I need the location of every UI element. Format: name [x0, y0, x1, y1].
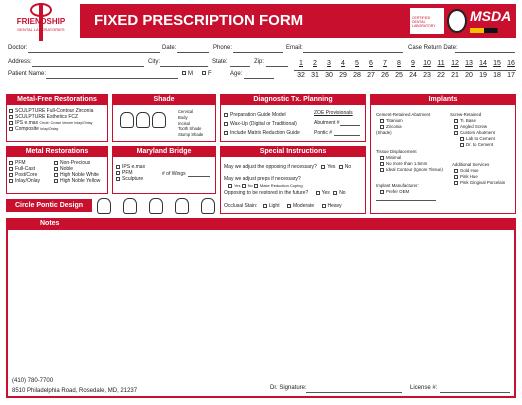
checkbox[interactable]: [380, 168, 384, 172]
metal-label: Inlay/Onlay: [15, 178, 41, 184]
checkbox[interactable]: [460, 137, 464, 141]
pontic-option-icon[interactable]: [123, 198, 137, 214]
metal-free-label: IPS e.max: [15, 120, 39, 126]
special-q1-text: May we adjust the opposing if necessary?: [224, 164, 317, 170]
pontic-field[interactable]: [334, 135, 360, 136]
tooth-number[interactable]: 31: [311, 72, 319, 79]
sra-item-label: Angled Screw: [460, 124, 488, 129]
state-label: State:: [212, 59, 228, 65]
sex-m[interactable]: [182, 71, 193, 78]
shade-label: Cervical: [178, 109, 194, 114]
add-item-label: Pink Gingival Porcelain: [460, 180, 506, 185]
shade-label: Tooth Shade: [178, 126, 202, 132]
checkbox[interactable]: [9, 109, 13, 113]
metal-title: Metal Restorations: [6, 146, 108, 157]
tooth-number[interactable]: 23: [423, 72, 431, 79]
mfr-field[interactable]: [376, 200, 436, 201]
diag-title: Diagnostic Tx. Planning: [220, 94, 366, 105]
license-field[interactable]: [440, 392, 510, 393]
maryland-item[interactable]: [116, 176, 145, 182]
checkbox[interactable]: [9, 179, 13, 183]
implants-title: Implants: [370, 94, 516, 105]
checkbox[interactable]: [242, 184, 246, 188]
checkbox[interactable]: [460, 143, 464, 147]
tooth-number[interactable]: 20: [465, 72, 473, 79]
tooth-chart-divider: [294, 70, 516, 71]
stain-opt: Light: [268, 203, 280, 209]
checkbox[interactable]: [333, 191, 337, 195]
tooth-number[interactable]: 21: [451, 72, 459, 79]
shade-tooth-icon: [136, 112, 150, 128]
pontic-option-icon[interactable]: [201, 198, 215, 214]
tooth-number[interactable]: 8: [397, 60, 401, 67]
diag-label: Preparation Guide Model: [230, 112, 286, 118]
diag-item[interactable]: [224, 111, 300, 120]
q2-opt: Make Reduction Coping: [259, 183, 303, 188]
tooth-chart-upper: [294, 60, 518, 70]
checkbox[interactable]: [339, 165, 343, 169]
checkbox[interactable]: [9, 115, 13, 119]
pontic-option-icon[interactable]: [149, 198, 163, 214]
maryland-label: IPS e.max: [122, 164, 146, 170]
tissue-label: Tissue Displacement: [376, 149, 417, 154]
pontic-label: Pontic #: [314, 130, 333, 136]
diag-label: Wax-Up (Digital or Traditional): [230, 121, 297, 127]
phone-label: Phone:: [213, 45, 233, 51]
msda-logo: MSDA: [470, 8, 512, 24]
no-label: No: [344, 164, 352, 170]
diag-item[interactable]: [224, 120, 300, 129]
checkbox[interactable]: [182, 71, 186, 75]
diag-label: Include Matrix Reduction Guide: [230, 130, 300, 136]
return-label: Case Return Date:: [408, 45, 458, 51]
sex-f[interactable]: [202, 71, 212, 78]
checkbox[interactable]: [54, 167, 58, 171]
checkbox[interactable]: [380, 162, 384, 166]
checkbox[interactable]: [9, 167, 13, 171]
special-q3-text: Opposing to be restored in the future?: [224, 190, 309, 196]
checkbox[interactable]: [116, 177, 120, 181]
tooth-number[interactable]: 10: [423, 60, 431, 67]
special-q2-opts: [228, 183, 303, 189]
tooth-number[interactable]: 17: [507, 72, 515, 79]
signature-field[interactable]: [306, 392, 402, 393]
special-title: Special Instructions: [220, 146, 366, 157]
metal-item[interactable]: [54, 178, 100, 184]
zip-label: Zip:: [254, 59, 265, 65]
tooth-number[interactable]: 3: [327, 60, 331, 67]
shade-label: (Shade): [376, 130, 392, 135]
tissue-item-label: No more than 1.5mm: [386, 161, 428, 166]
checkbox[interactable]: [321, 165, 325, 169]
license-label: License #:: [410, 385, 438, 391]
checkbox[interactable]: [254, 184, 258, 188]
checkbox[interactable]: [224, 122, 228, 126]
yes-label: Yes: [327, 164, 336, 170]
notes-title: Notes: [6, 218, 516, 230]
shade-labels: [178, 109, 203, 138]
metal-free-label: SCULPTURE Full-Contour Zirconia: [15, 108, 94, 114]
state-field[interactable]: [230, 66, 250, 67]
add-item-label: Gold Hue: [460, 168, 479, 173]
stain-row: [224, 203, 342, 209]
city-label: City:: [148, 59, 160, 65]
cra-item-label: Titanium: [386, 118, 403, 123]
page-title: FIXED PRESCRIPTION FORM: [94, 12, 304, 29]
abutment-label: Abutment #: [314, 120, 340, 126]
tissue-item-label: Ideal Contour (Ignore Tissue): [386, 167, 443, 172]
shade-tooth-icon: [152, 112, 166, 128]
cra-item-label: Zirconia: [386, 124, 402, 129]
tooth-number[interactable]: 19: [479, 72, 487, 79]
metal-free-label: SCULPTURE Esthetics FCZ: [15, 114, 79, 120]
cdl-seal: [447, 9, 467, 33]
email-field[interactable]: [303, 52, 403, 53]
checkbox[interactable]: [54, 179, 58, 183]
doctor-label: Doctor:: [8, 45, 28, 51]
return-field[interactable]: [455, 52, 515, 53]
zoe-label: ZOE Provisionals: [314, 110, 353, 116]
metal-free-item[interactable]: [9, 126, 107, 132]
address-field[interactable]: [32, 66, 144, 67]
checkbox[interactable]: [380, 156, 384, 160]
patient-field[interactable]: [46, 78, 178, 79]
tooth-number[interactable]: 16: [507, 60, 515, 67]
metal-label: High Noble Yellow: [60, 178, 101, 184]
checkbox[interactable]: [9, 173, 13, 177]
sra-item-label: Custom Abutment: [460, 130, 495, 135]
checkbox[interactable]: [116, 165, 120, 169]
age-field[interactable]: [244, 78, 274, 79]
yes-label: Yes: [321, 190, 330, 196]
tooth-number[interactable]: 22: [437, 72, 445, 79]
add-label: Additional Services: [452, 162, 490, 167]
special-q2: May we adjust preps if necessary?: [224, 176, 301, 182]
tooth-number[interactable]: 24: [409, 72, 417, 79]
metal-label: Post/Core: [15, 172, 38, 178]
tooth-number[interactable]: 15: [493, 60, 501, 67]
mfr-label: Implant Manufacturer:: [376, 183, 419, 188]
brand-sub: DENTAL LABORATORIES: [17, 27, 65, 32]
wings-field[interactable]: [188, 176, 210, 177]
metal-col2: [54, 160, 100, 184]
tooth-number[interactable]: 28: [353, 72, 361, 79]
tooth-number[interactable]: 27: [367, 72, 375, 79]
tooth-number[interactable]: 18: [493, 72, 501, 79]
tooth-number[interactable]: 26: [381, 72, 389, 79]
tooth-number[interactable]: 13: [465, 60, 473, 67]
checkbox[interactable]: [263, 204, 267, 208]
stain-label: Occlusal Stain:: [224, 203, 258, 209]
checkbox[interactable]: [454, 175, 458, 179]
checkbox[interactable]: [322, 204, 326, 208]
special-q3: [224, 190, 346, 196]
address-label: Address:: [8, 59, 32, 65]
composite-note: Inlay/Onlay: [40, 127, 59, 131]
maryland-label: PFM: [122, 170, 133, 176]
checkbox[interactable]: [224, 131, 228, 135]
checkbox[interactable]: [454, 131, 458, 135]
maryland-label: Sculpture: [122, 176, 144, 182]
wings-label: # of Wings: [162, 171, 186, 177]
tooth-number[interactable]: 7: [383, 60, 387, 67]
age-label: Age:: [230, 71, 243, 77]
no-label: No: [339, 190, 346, 196]
shade-label: Stump Shade: [178, 132, 204, 138]
metal-label: High Noble White: [60, 172, 99, 178]
footer-address: 8510 Philadelphia Road, Rosedale, MD, 21237: [12, 388, 138, 394]
tooth-number[interactable]: 29: [339, 72, 347, 79]
tooth-number[interactable]: 12: [451, 60, 459, 67]
add-item[interactable]: [452, 180, 505, 186]
tooth-number[interactable]: 25: [395, 72, 403, 79]
q2-opt: No: [247, 183, 253, 188]
checkbox[interactable]: [454, 119, 458, 123]
cra-label: Cement-Retained Abutment: [376, 112, 431, 117]
metal-label: PFM: [15, 160, 26, 166]
phone-field[interactable]: [233, 52, 283, 53]
tooth-number[interactable]: 30: [325, 72, 333, 79]
cdl-logo: CERTIFIED DENTAL LABORATORY: [410, 8, 444, 34]
zip-field[interactable]: [266, 66, 288, 67]
date-label: Date:: [162, 45, 177, 51]
shade-label: Incisal: [178, 120, 190, 126]
diag-list: [224, 111, 300, 138]
tissue-item[interactable]: [376, 167, 443, 173]
cra-block: [376, 112, 430, 136]
checkbox[interactable]: [224, 113, 228, 117]
sra-item-label: Dr. to Cement: [466, 142, 494, 147]
msda-stripe: [470, 28, 512, 33]
patient-label: Patient Name:: [8, 71, 47, 77]
stain-opt: Moderate: [292, 203, 315, 209]
metal-free-title: Metal-Free Restorations: [6, 94, 108, 105]
sra-item[interactable]: [450, 142, 495, 148]
maryland-title: Maryland Bridge: [112, 146, 216, 157]
city-field[interactable]: [160, 66, 208, 67]
tooth-number[interactable]: 32: [297, 72, 305, 79]
shade-title: Shade: [112, 94, 216, 105]
checkbox[interactable]: [454, 181, 458, 185]
tooth-chart-lower: [294, 72, 518, 82]
doctor-field[interactable]: [28, 52, 160, 53]
maryland-list: [116, 164, 145, 182]
mfr-block: [376, 183, 419, 195]
brand-name: FRIENDSHIP: [16, 17, 66, 26]
tooth-number[interactable]: 5: [355, 60, 359, 67]
metal-free-list: [9, 108, 107, 132]
email-label: Email:: [286, 45, 303, 51]
metal-label: Non-Precious: [60, 160, 91, 166]
notes-panel[interactable]: [6, 218, 516, 398]
sra-item-label: Ti. Base: [460, 118, 476, 123]
tooth-number[interactable]: 2: [313, 60, 317, 67]
pontic-option-icon[interactable]: [97, 198, 111, 214]
emax-note: Circle: Crown Veneer Inlay/Onlay: [39, 121, 93, 125]
sex-m-label: M: [188, 71, 193, 77]
oem-label: Prefer OEM: [386, 189, 410, 194]
checkbox[interactable]: [9, 127, 13, 131]
date-field[interactable]: [177, 52, 209, 53]
checkbox[interactable]: [316, 191, 320, 195]
checkbox[interactable]: [454, 169, 458, 173]
logo: [6, 3, 76, 41]
abutment-field[interactable]: [340, 125, 360, 126]
tooth-number[interactable]: 6: [369, 60, 373, 67]
tooth-number[interactable]: 4: [341, 60, 345, 67]
sra-label: Screw-Retained: [450, 112, 482, 117]
sra-block: [450, 112, 495, 148]
shade-tooth-icon: [120, 112, 134, 128]
tooth-number[interactable]: 9: [411, 60, 415, 67]
add-item-label: Pink Hue: [460, 174, 478, 179]
shade-label: Body: [178, 114, 188, 120]
tooth-number[interactable]: 11: [437, 60, 445, 67]
tissue-block: [376, 149, 443, 173]
signature-label: Dr. Signature:: [270, 385, 307, 391]
checkbox[interactable]: [287, 204, 291, 208]
oem-item[interactable]: [376, 189, 419, 195]
sex-f-label: F: [208, 71, 212, 77]
add-block: [452, 162, 505, 186]
footer-phone: (410) 780-7700: [12, 378, 54, 384]
checkbox[interactable]: [9, 121, 13, 125]
diag-item[interactable]: [224, 129, 300, 138]
checkbox[interactable]: [380, 125, 384, 129]
metal-label: Noble: [60, 166, 74, 172]
sra-item-label: Lab to Cement: [466, 136, 495, 141]
q2-opt: Yes: [234, 183, 241, 188]
metal-item[interactable]: [9, 178, 40, 184]
checkbox[interactable]: [202, 71, 206, 75]
checkbox[interactable]: [9, 161, 13, 165]
checkbox[interactable]: [228, 184, 232, 188]
checkbox[interactable]: [54, 161, 58, 165]
checkbox[interactable]: [454, 125, 458, 129]
metal-free-label: Composite: [15, 126, 39, 132]
checkbox[interactable]: [380, 119, 384, 123]
special-q1: [224, 164, 351, 170]
tissue-item-label: Minimal: [386, 155, 402, 160]
tooth-number[interactable]: 14: [479, 60, 487, 67]
checkbox[interactable]: [54, 173, 58, 177]
pontic-title: Circle Pontic Design: [6, 199, 92, 212]
metal-col1: [9, 160, 40, 184]
checkbox[interactable]: [116, 171, 120, 175]
stain-opt: Heavy: [327, 203, 342, 209]
metal-label: Full-Cast: [15, 166, 36, 172]
pontic-option-icon[interactable]: [175, 198, 189, 214]
tooth-number[interactable]: 1: [299, 60, 303, 67]
checkbox[interactable]: [380, 190, 384, 194]
